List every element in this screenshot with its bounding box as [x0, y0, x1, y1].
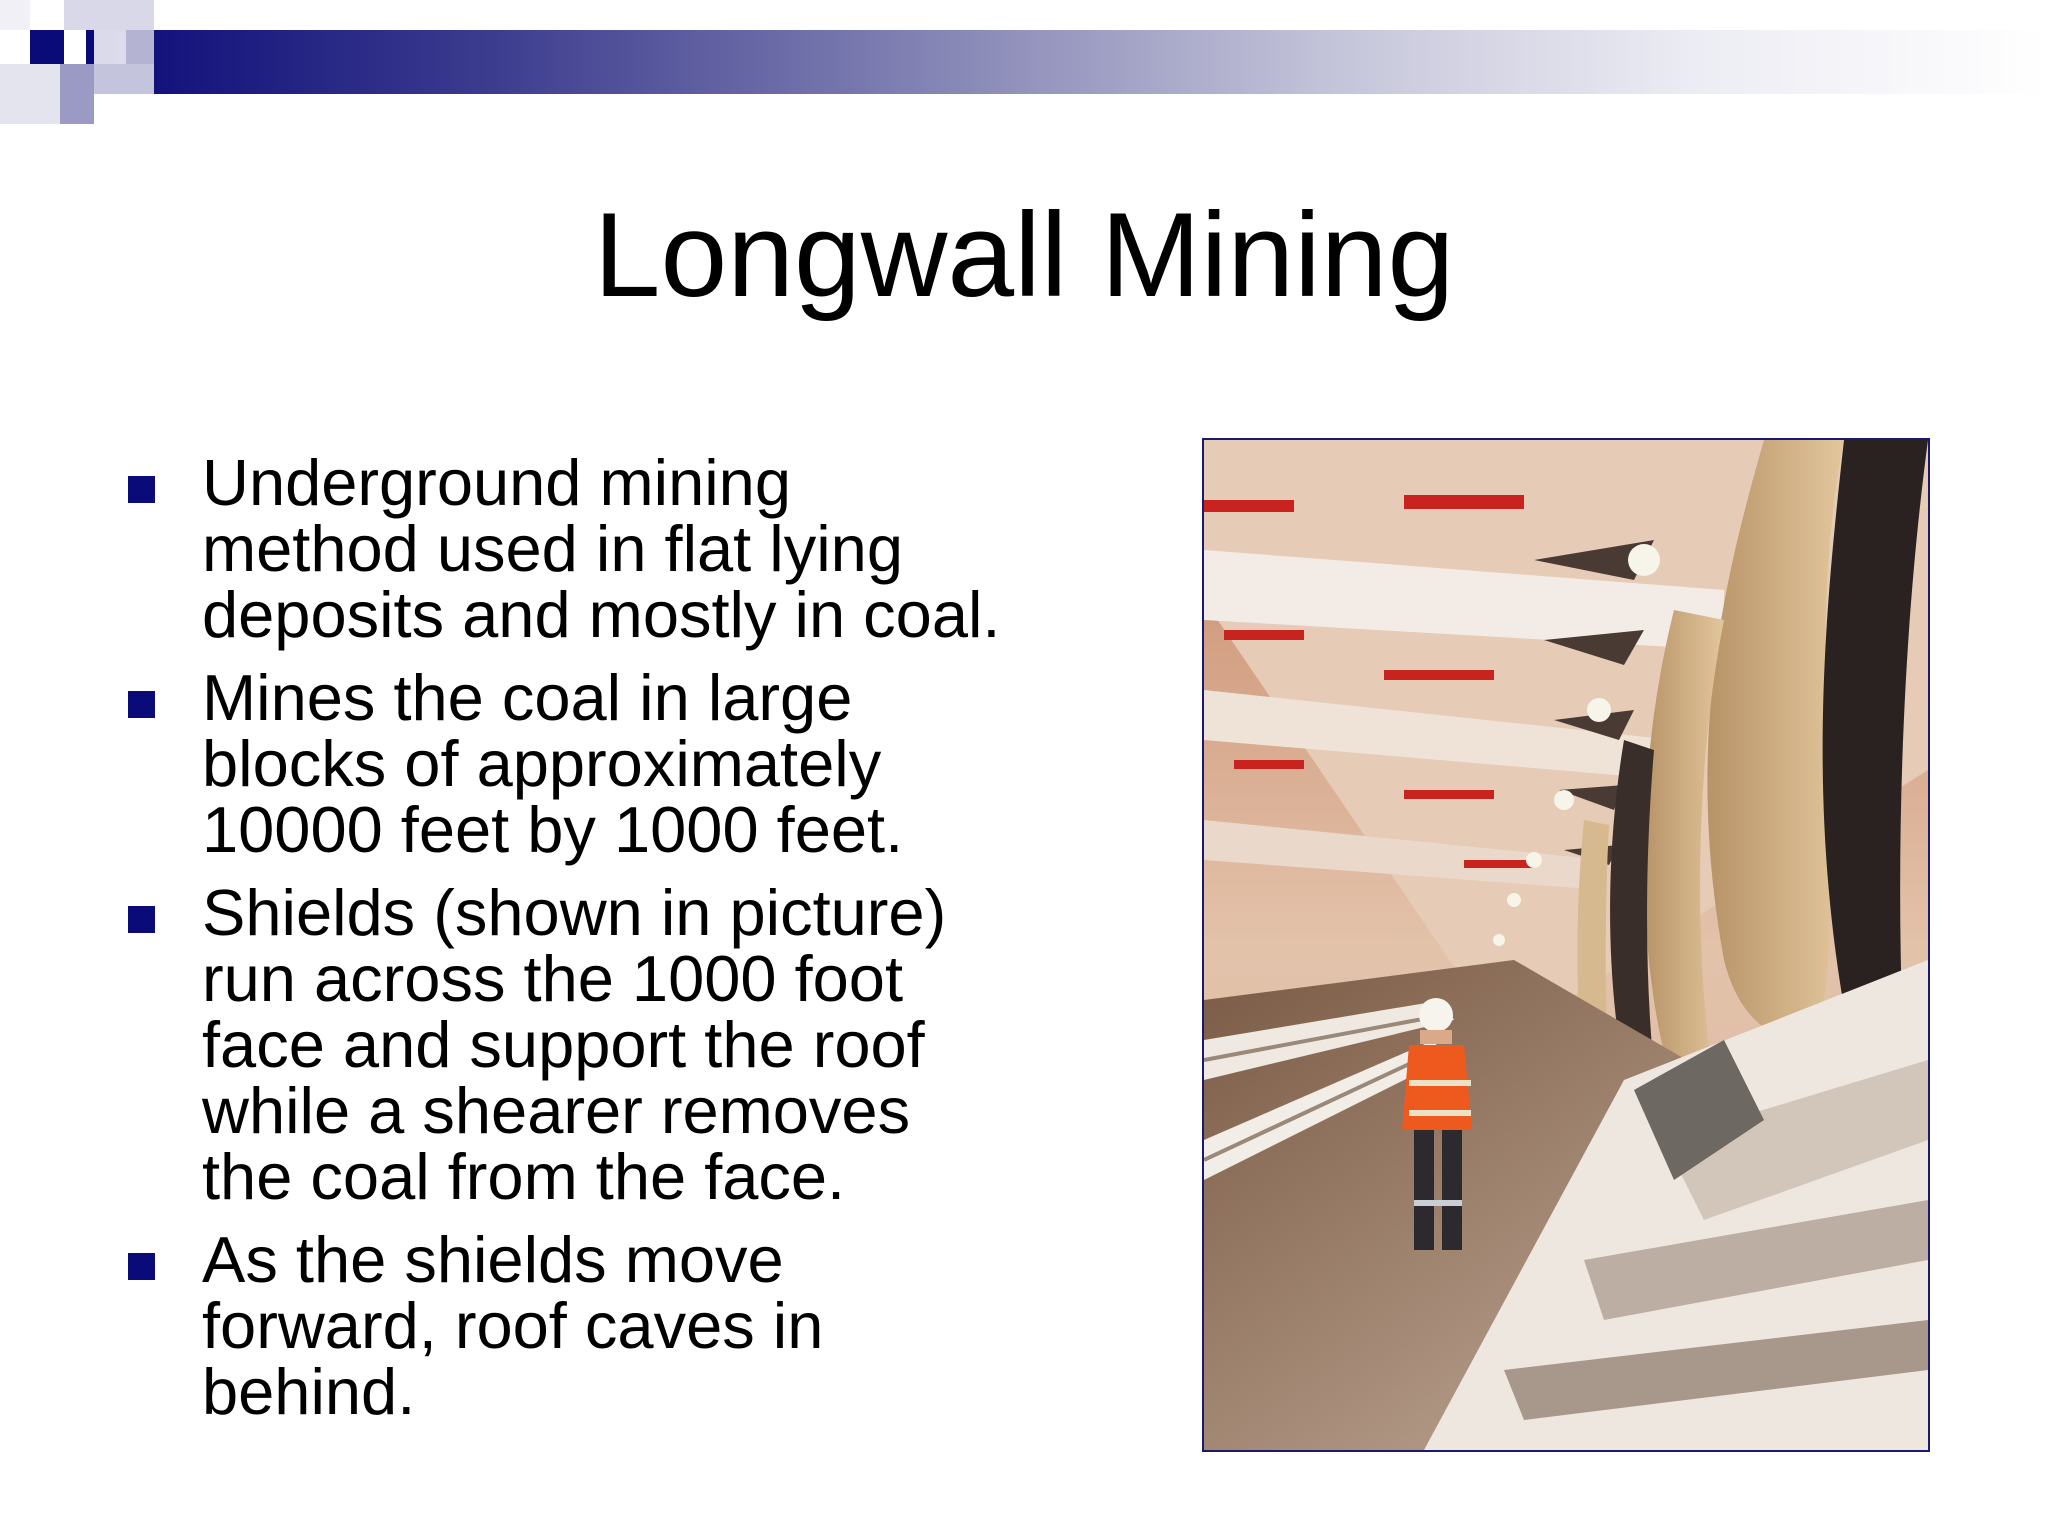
square-bullet-icon: [128, 906, 155, 933]
bullet-line: blocks of approximately: [202, 727, 882, 800]
square-bullet-icon: [128, 691, 155, 718]
bullet-text: [202, 446, 1162, 651]
header-decor-square: [64, 0, 154, 30]
header-decor-square: [30, 30, 64, 64]
bullet-line: forward, roof caves in: [202, 1289, 824, 1362]
bullet-line: method used in flat lying: [202, 512, 903, 585]
longwall-mine-photo: [1202, 438, 1930, 1452]
bullet-text: [202, 1223, 1162, 1428]
bullet-item: [120, 446, 1120, 651]
header-decor-square: [0, 0, 30, 30]
bullet-text: [202, 876, 1162, 1213]
bullet-line: the coal from the face.: [202, 1140, 846, 1213]
header-decor-square: [60, 64, 94, 124]
bullet-line: Underground mining: [202, 446, 791, 519]
bullet-line: while a shearer removes: [202, 1074, 911, 1147]
header-decor-square: [0, 64, 60, 124]
header-decor-bar: [86, 30, 2048, 94]
header-decor-square: [126, 30, 154, 64]
bullet-list: [120, 446, 1120, 1442]
bullet-line: Mines the coal in large: [202, 661, 853, 734]
square-bullet-icon: [128, 1253, 155, 1280]
bullet-item: [120, 876, 1120, 1213]
square-bullet-icon: [128, 476, 155, 503]
bullet-line: run across the 1000 foot: [202, 942, 904, 1015]
bullet-text: [202, 661, 1162, 866]
mine-photo-illustration: [1204, 440, 1928, 1450]
bullet-item: [120, 661, 1120, 866]
bullet-line: Shields (shown in picture): [202, 876, 947, 949]
bullet-line: face and support the roof: [202, 1008, 925, 1081]
bullet-line: deposits and mostly in coal.: [202, 578, 1001, 651]
bullet-line: behind.: [202, 1355, 416, 1428]
header-decor-square: [94, 64, 154, 94]
bullet-line: 10000 feet by 1000 feet.: [202, 793, 904, 866]
bullet-item: [120, 1223, 1120, 1428]
slide-title: Longwall Mining: [593, 188, 1455, 322]
bullet-line: As the shields move: [202, 1223, 784, 1296]
